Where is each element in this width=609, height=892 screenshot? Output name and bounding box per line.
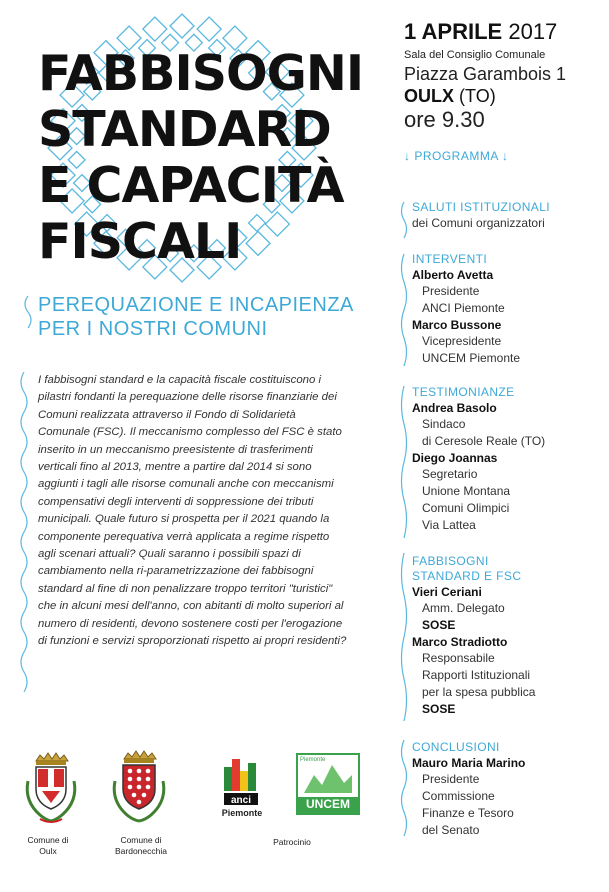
intro-paragraph: I fabbisogni standard e la capacità fiscale costituiscono i pilastri fondanti la perequazione delle risorse finanziarie dei Comuni realizzata attraverso il Fondo di Solidarietà Comunale (FSC). Il meccanismo complesso del FSC è stato inserito in un meccanismo preesistente di trasferimenti verticali fino al 2013, mentre a partire dal 2014 si sono aggiunti i tagli alle risorse comunali anche con meccanismi compensativi degli interventi di soppressione dei tributi municipali. Quale futuro si prospetta per il 2021 quando la componente perequativa verrà applicata a regime rispetto agli scenari attuali? Quali saranno i possibili spazi di cambiamento nella ri-parametrizzazione dei fabbisogni standard al fine di non penalizzare troppo territori "turistici" che in alcuni mesi dell'anno, con abitanti di molto superiori al numero di residenti, devono sostenere costi per l'erogazione di funzioni e servizi sproporzionati rispetto ai propri residenti? xyxy=(38,374,347,648)
speaker-role: Responsabile xyxy=(422,651,495,665)
subtitle-line-2: PER I NOSTRI COMUNI xyxy=(38,318,268,340)
subtitle-brace xyxy=(25,296,31,328)
interventi-title: INTERVENTI xyxy=(412,252,488,266)
fabbisogni-title-line-1: FABBISOGNI xyxy=(412,554,489,568)
event-city-name: OULX xyxy=(404,86,455,106)
title-line-1: FABBISOGNI xyxy=(38,45,364,102)
speaker-name: Vieri Ceriani xyxy=(412,585,482,599)
speaker-role: Presidente xyxy=(422,284,480,298)
oulx-coat-of-arms-icon xyxy=(22,751,80,829)
speaker-role: Sindaco xyxy=(422,417,466,431)
uncem-logo-top-text: Piemonte xyxy=(300,757,326,763)
speaker-name: Mauro Maria Marino xyxy=(412,756,526,770)
saluti-brace xyxy=(402,202,407,238)
event-address: Piazza Garambois 1 xyxy=(404,64,567,84)
fabbisogni-brace xyxy=(402,553,407,721)
speaker-role: Segretario xyxy=(422,467,478,481)
section-testimonianze xyxy=(412,385,602,534)
testimonianze-title: TESTIMONIANZE xyxy=(412,385,515,399)
poster-title xyxy=(38,46,368,270)
ring-diamond xyxy=(170,14,194,38)
speaker-name: Alberto Avetta xyxy=(412,268,494,282)
speaker-role: Presidente xyxy=(422,772,480,786)
speaker-role: Vicepresidente xyxy=(422,334,502,348)
oulx-caption xyxy=(18,835,78,857)
speaker-org: Comuni Olimpici xyxy=(422,501,510,515)
speaker-role: del Senato xyxy=(422,823,480,837)
anci-logo-text: anci xyxy=(230,795,251,806)
oulx-caption-line-2: Oulx xyxy=(39,846,57,856)
event-city-province: (TO) xyxy=(459,86,496,106)
section-interventi xyxy=(412,252,602,367)
event-info xyxy=(404,18,604,163)
speaker-org: SOSE xyxy=(422,618,456,632)
speaker-role: Rapporti Istituzionali xyxy=(422,668,531,682)
speaker-role: Finanze e Tesoro xyxy=(422,806,514,820)
title-line-4: FISCALI xyxy=(38,213,242,270)
speaker-role: Commissione xyxy=(422,789,495,803)
speaker-name: Marco Stradiotto xyxy=(412,635,508,649)
bardonecchia-caption-line-2: Bardonecchia xyxy=(115,846,167,856)
speaker-role: per la spesa pubblica xyxy=(422,685,536,699)
subtitle-line-1: PEREQUAZIONE E INCAPIENZA xyxy=(38,294,354,316)
section-fabbisogni xyxy=(412,554,602,718)
section-conclusioni xyxy=(412,740,602,839)
event-city xyxy=(404,85,604,107)
poster-subtitle xyxy=(38,293,368,341)
bardonecchia-caption xyxy=(106,835,176,857)
speaker-role: Amm. Delegato xyxy=(422,601,505,615)
speaker-org: ANCI Piemonte xyxy=(422,301,505,315)
uncem-logo-text: UNCEM xyxy=(306,797,350,811)
ring-diamond xyxy=(143,17,167,41)
speaker-org: UNCEM Piemonte xyxy=(422,351,521,365)
conclusioni-brace xyxy=(402,740,407,836)
interventi-brace xyxy=(402,254,407,366)
event-date-day: 1 APRILE xyxy=(404,19,503,44)
saluti-text: dei Comuni organizzatori xyxy=(412,216,545,230)
speaker-name: Marco Bussone xyxy=(412,318,502,332)
fabbisogni-title-line-2: STANDARD E FSC xyxy=(412,569,522,583)
bardonecchia-coat-of-arms-icon xyxy=(110,749,168,829)
conclusioni-title: CONCLUSIONI xyxy=(412,740,500,754)
speaker-org: Unione Montana xyxy=(422,484,511,498)
title-line-2: STANDARD xyxy=(38,101,331,158)
ring-diamond xyxy=(197,17,221,41)
testimonianze-brace xyxy=(402,386,407,538)
logos-footer xyxy=(0,745,400,885)
intro-brace xyxy=(21,372,27,692)
patrocinio-label: Patrocinio xyxy=(273,837,311,847)
event-venue: Sala del Consiglio Comunale xyxy=(404,49,546,61)
saluti-title: SALUTI ISTITUZIONALI xyxy=(412,200,551,214)
speaker-name: Diego Joannas xyxy=(412,451,498,465)
bardonecchia-caption-line-1: Comune di xyxy=(120,835,162,845)
anci-logo-subtext: Piemonte xyxy=(221,808,263,818)
speaker-org: SOSE xyxy=(422,702,456,716)
oulx-caption-line-1: Comune di xyxy=(27,835,69,845)
title-line-3: E CAPACITÀ xyxy=(38,157,344,214)
speaker-org: di Ceresole Reale (TO) xyxy=(422,434,546,448)
event-time: ore 9.30 xyxy=(404,107,485,132)
event-date xyxy=(404,18,604,46)
speaker-name: Andrea Basolo xyxy=(412,401,497,415)
event-date-year: 2017 xyxy=(508,19,558,44)
speaker-org: Via Lattea xyxy=(422,518,476,532)
section-saluti xyxy=(412,200,602,231)
program-label: ↓ PROGRAMMA ↓ xyxy=(404,149,509,163)
